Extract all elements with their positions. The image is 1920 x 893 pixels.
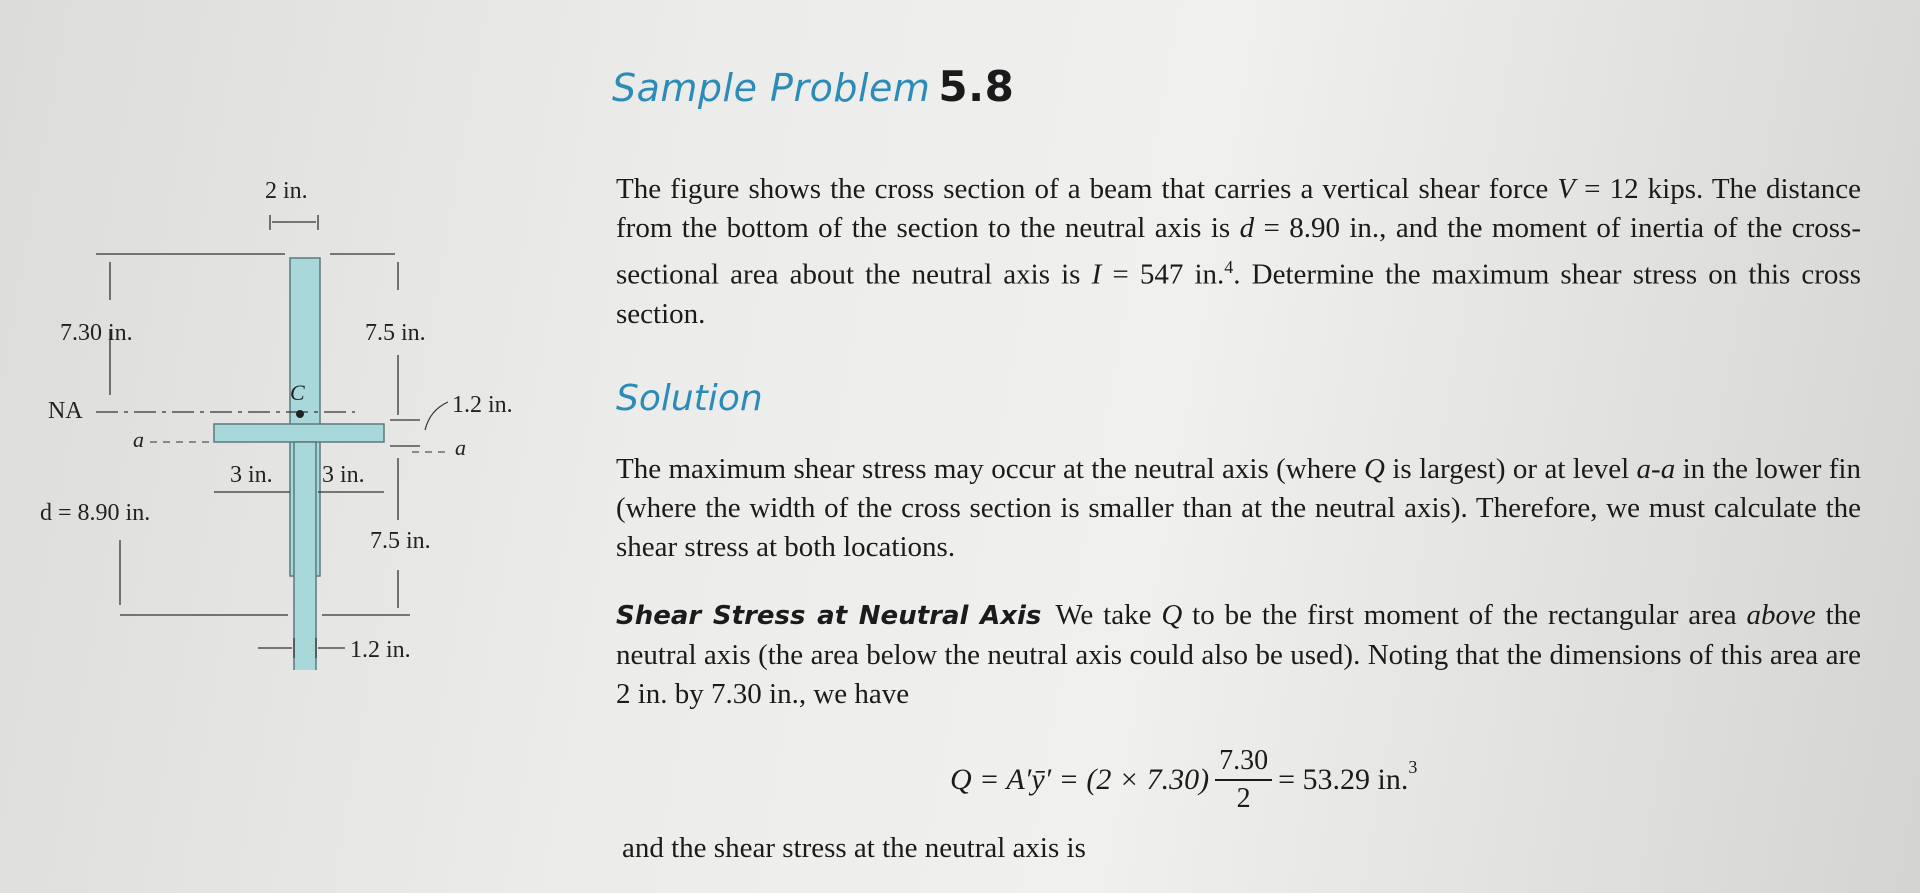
flange-right-label: 3 in. xyxy=(322,462,365,488)
closing-text: and the shear stress at the neutral axis is xyxy=(622,832,1086,864)
bottom-web xyxy=(294,442,316,670)
na-label: NA xyxy=(48,398,83,424)
shear-stress-subheading: Shear Stress at Neutral Axis xyxy=(616,601,1042,631)
top-width-dimension xyxy=(270,215,318,230)
centroid-dot xyxy=(296,410,304,418)
flange-left-label: 3 in. xyxy=(230,462,273,488)
sample-problem-prefix: Sample Problem xyxy=(612,66,931,110)
beam-cross-section-figure xyxy=(0,150,560,670)
d-label: d = 8.90 in. xyxy=(40,500,151,526)
sample-problem-heading xyxy=(612,62,1014,111)
equation-lhs: Q = A′ȳ′ = (2 × 7.30) xyxy=(950,763,1210,796)
equation-fraction: $\frac{7.30}{2}$ xyxy=(1215,743,1272,817)
flange-thickness-label: 1.2 in. xyxy=(452,392,513,418)
sample-problem-number: 5.8 xyxy=(938,62,1015,111)
problem-statement: The figure shows the cross section of a beam that carries a vertical shear force V = 12 kips. The distance from the bottom of the section to the neutral axis is d = 8.90 in., and the moment of inertia of the cross-sectional area about the neutral axis is I = 547 in.$^4$. Determine the maximum shear stress on this cross section. xyxy=(616,173,1861,330)
equation-rhs: = 53.29 in. xyxy=(1278,763,1409,796)
level-a-left-label: a xyxy=(133,427,144,452)
lower-fin xyxy=(214,424,384,442)
web-upper-label: 7.5 in. xyxy=(365,320,426,346)
top-to-na-label: 7.30 in. xyxy=(60,320,133,346)
q-equation: Q = A′ȳ′ = (2 × 7.30) $\frac{7.30}{2}$ = 53.29 in. $^3$ xyxy=(950,735,1417,825)
bottom-width-label: 1.2 in. xyxy=(350,637,411,663)
web-lower-label: 7.5 in. xyxy=(370,528,431,554)
shear-stress-paragraph: Shear Stress at Neutral Axis We take Q to be the first moment of the rectangular area above the neutral axis (the area below the neutral axis could also be used). Noting that the dimensions of this area are 2 in. by 7.30 in., we have xyxy=(616,599,1862,710)
top-width-label: 2 in. xyxy=(265,178,308,204)
solution-paragraph: The maximum shear stress may occur at the neutral axis (where Q is largest) or at level a-a in the lower fin (where the width of the cross section is smaller than at the neutral axis). Therefore, we must calculate the shear stress at both locations. xyxy=(616,453,1861,563)
level-a-right-label: a xyxy=(455,435,466,460)
solution-heading: Solution xyxy=(616,378,763,419)
centroid-label: C xyxy=(290,380,305,405)
